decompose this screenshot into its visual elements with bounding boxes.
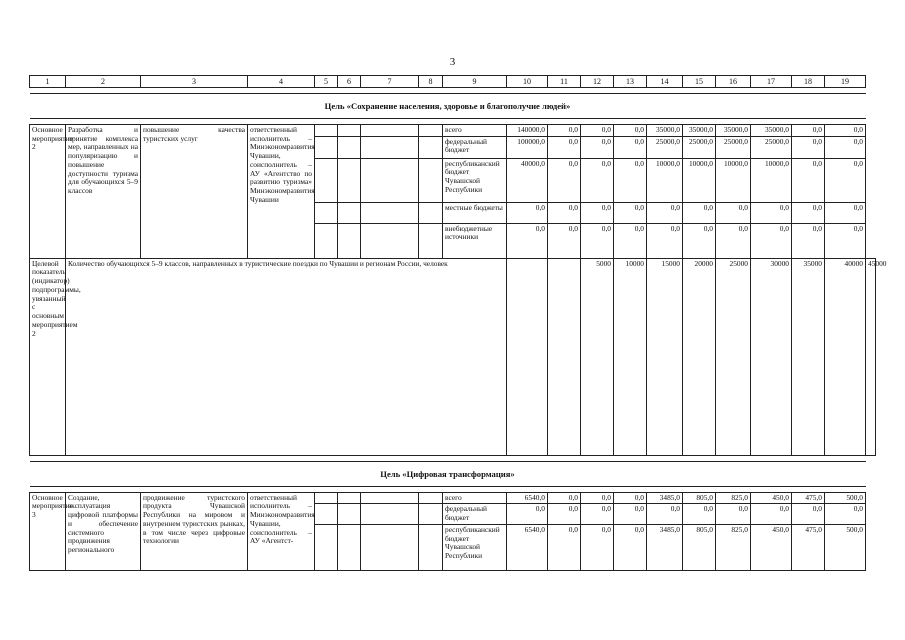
indicator-value: 45000 [866,258,876,455]
funding-value: 0,0 [614,524,647,570]
funding-source: внебюджетные источники [443,223,507,258]
empty-cell [548,258,581,455]
goal-row [30,461,876,486]
funding-value: 500,0 [825,524,866,570]
funding-value: 450,0 [751,524,792,570]
measure-name: Разработка и принятие комплекса мер, направленных на популяризацию и повышение доступности туризма для обучающихся 5–9 классов [66,125,141,259]
table-body [30,76,887,571]
column-number: 12 [581,76,614,88]
funding-value: 10000,0 [647,158,683,202]
funding-value: 0,0 [548,524,581,570]
funding-value: 0,0 [548,504,581,524]
column-number: 4 [248,76,315,88]
funding-value: 0,0 [581,504,614,524]
funding-value: 35000,0 [751,125,792,137]
funding-value: 10000,0 [751,158,792,202]
column-number: 2 [66,76,141,88]
funding-value: 100000,0 [507,136,548,158]
funding-value: 450,0 [751,492,792,504]
funding-value: 0,0 [751,504,792,524]
funding-value: 500,0 [825,492,866,504]
empty-cell [361,223,419,258]
empty-cell [419,158,443,202]
measure-label: Основное мероприятие 3 [30,492,66,570]
funding-value: 0,0 [683,202,716,223]
indicator-value: 40000 [825,258,866,455]
empty-cell [361,524,419,570]
measure-responsible: ответственный исполнитель – Минэкономразвития Чувашии, соисполнитель – АУ «Агентство по развитию туризма» Минэкономразвития Чувашии [248,125,315,259]
funding-value: 10000,0 [716,158,751,202]
column-number-row [30,76,876,88]
funding-value: 0,0 [825,223,866,258]
funding-value: 0,0 [716,202,751,223]
funding-value: 0,0 [825,136,866,158]
empty-cell [419,136,443,158]
funding-row [30,125,876,137]
column-number: 1 [30,76,66,88]
funding-value: 0,0 [647,223,683,258]
funding-value: 0,0 [507,223,548,258]
funding-value: 0,0 [614,223,647,258]
funding-value: 0,0 [792,125,825,137]
column-number: 7 [361,76,419,88]
funding-value: 0,0 [716,223,751,258]
empty-cell [419,492,443,504]
funding-value: 0,0 [792,136,825,158]
column-number: 6 [338,76,361,88]
funding-value: 25000,0 [751,136,792,158]
empty-cell [338,524,361,570]
funding-value: 0,0 [751,202,792,223]
column-number: 11 [548,76,581,88]
funding-value: 0,0 [614,125,647,137]
funding-value: 825,0 [716,524,751,570]
funding-value: 6540,0 [507,524,548,570]
empty-cell [338,158,361,202]
funding-value: 475,0 [792,492,825,504]
empty-cell [361,136,419,158]
empty-cell [338,504,361,524]
funding-value: 0,0 [716,504,751,524]
empty-cell [338,202,361,223]
funding-value: 0,0 [825,125,866,137]
indicator-value: 25000 [716,258,751,455]
funding-value: 0,0 [581,136,614,158]
column-number: 9 [443,76,507,88]
empty-cell [315,158,338,202]
funding-source: местные бюджеты [443,202,507,223]
funding-value: 0,0 [548,202,581,223]
funding-value: 25000,0 [716,136,751,158]
funding-value: 0,0 [792,504,825,524]
funding-value: 35000,0 [647,125,683,137]
funding-value: 805,0 [683,524,716,570]
funding-value: 35000,0 [716,125,751,137]
funding-value: 805,0 [683,492,716,504]
empty-cell [419,125,443,137]
funding-value: 0,0 [825,504,866,524]
funding-value: 0,0 [647,202,683,223]
funding-value: 0,0 [548,125,581,137]
column-number: 10 [507,76,548,88]
measure-name: Создание, эксплуатация цифровой платформы и обеспечение системного продвижения регионального [66,492,141,570]
funding-value: 0,0 [581,524,614,570]
funding-value: 0,0 [614,158,647,202]
empty-cell [315,504,338,524]
funding-value: 0,0 [792,202,825,223]
goal-heading: Цель «Сохранение населения, здоровье и благополучие людей» [30,94,866,119]
empty-cell [315,125,338,137]
column-number: 14 [647,76,683,88]
funding-source: республиканский бюджет Чувашской Республики [443,524,507,570]
funding-value: 0,0 [825,202,866,223]
funding-value: 0,0 [792,223,825,258]
funding-value: 0,0 [614,492,647,504]
empty-cell [315,524,338,570]
column-number: 3 [141,76,248,88]
column-number: 15 [683,76,716,88]
column-number: 8 [419,76,443,88]
indicator-value: 35000 [792,258,825,455]
indicator-label: Целевой показатель (индикатор) подпрограммы, увязанный с основным мероприятием 2 [30,258,66,455]
funding-value: 0,0 [581,492,614,504]
funding-value: 0,0 [647,504,683,524]
measure-goal: повышение качества туристских услуг [141,125,248,259]
empty-cell [315,202,338,223]
funding-value: 140000,0 [507,125,548,137]
funding-value: 25000,0 [683,136,716,158]
funding-value: 475,0 [792,524,825,570]
measure-label: Основное мероприятие 2 [30,125,66,259]
funding-value: 6540,0 [507,492,548,504]
empty-cell [315,136,338,158]
indicator-value: 30000 [751,258,792,455]
funding-value: 0,0 [581,125,614,137]
empty-cell [419,202,443,223]
funding-value: 0,0 [581,158,614,202]
empty-cell [361,202,419,223]
funding-source: всего [443,125,507,137]
funding-value: 0,0 [507,504,548,524]
empty-cell [315,223,338,258]
funding-value: 0,0 [548,223,581,258]
empty-cell [338,125,361,137]
empty-cell [361,158,419,202]
empty-cell [361,492,419,504]
funding-value: 0,0 [751,223,792,258]
funding-value: 0,0 [792,158,825,202]
empty-cell [419,524,443,570]
page-number: 3 [449,56,456,68]
funding-source: федеральный бюджет [443,504,507,524]
goal-row [30,94,876,119]
empty-cell [315,492,338,504]
funding-value: 0,0 [683,223,716,258]
goal-heading: Цель «Цифровая трансформация» [30,461,866,486]
funding-value: 25000,0 [647,136,683,158]
funding-value: 10000,0 [683,158,716,202]
funding-source: республиканский бюджет Чувашской Республики [443,158,507,202]
indicator-value: 20000 [683,258,716,455]
funding-row [30,492,876,504]
funding-value: 0,0 [548,136,581,158]
empty-cell [338,223,361,258]
funding-value: 3485,0 [647,524,683,570]
measure-responsible: ответственный исполнитель – Минэкономразвития Чувашии, соисполнитель – АУ «Агентст- [248,492,315,570]
column-number: 17 [751,76,792,88]
empty-cell [419,504,443,524]
budget-table [29,75,887,571]
funding-value: 40000,0 [507,158,548,202]
funding-value: 825,0 [716,492,751,504]
funding-value: 0,0 [581,223,614,258]
indicator-row [30,258,876,455]
indicator-value: 10000 [614,258,647,455]
empty-cell [361,504,419,524]
funding-value: 0,0 [581,202,614,223]
funding-value: 0,0 [825,158,866,202]
empty-cell [419,223,443,258]
funding-source: федеральный бюджет [443,136,507,158]
funding-value: 0,0 [683,504,716,524]
funding-value: 0,0 [614,202,647,223]
column-number: 19 [825,76,866,88]
funding-value: 0,0 [614,136,647,158]
indicator-text: Количество обучающихся 5–9 классов, направленных в туристические поездки по Чувашии и регионам России, человек [66,258,507,455]
empty-cell [361,125,419,137]
indicator-value: 5000 [581,258,614,455]
funding-value: 0,0 [507,202,548,223]
indicator-value: 15000 [647,258,683,455]
funding-value: 3485,0 [647,492,683,504]
empty-cell [507,258,548,455]
funding-value: 0,0 [614,504,647,524]
column-number: 5 [315,76,338,88]
funding-value: 0,0 [548,492,581,504]
funding-value: 35000,0 [683,125,716,137]
funding-source: всего [443,492,507,504]
column-number: 13 [614,76,647,88]
measure-goal: продвижение туристского продукта Чувашской Республики на мировом и внутреннем туристских рынках, в том числе через цифровые технологии [141,492,248,570]
empty-cell [338,492,361,504]
column-number: 18 [792,76,825,88]
funding-value: 0,0 [548,158,581,202]
column-number: 16 [716,76,751,88]
empty-cell [338,136,361,158]
